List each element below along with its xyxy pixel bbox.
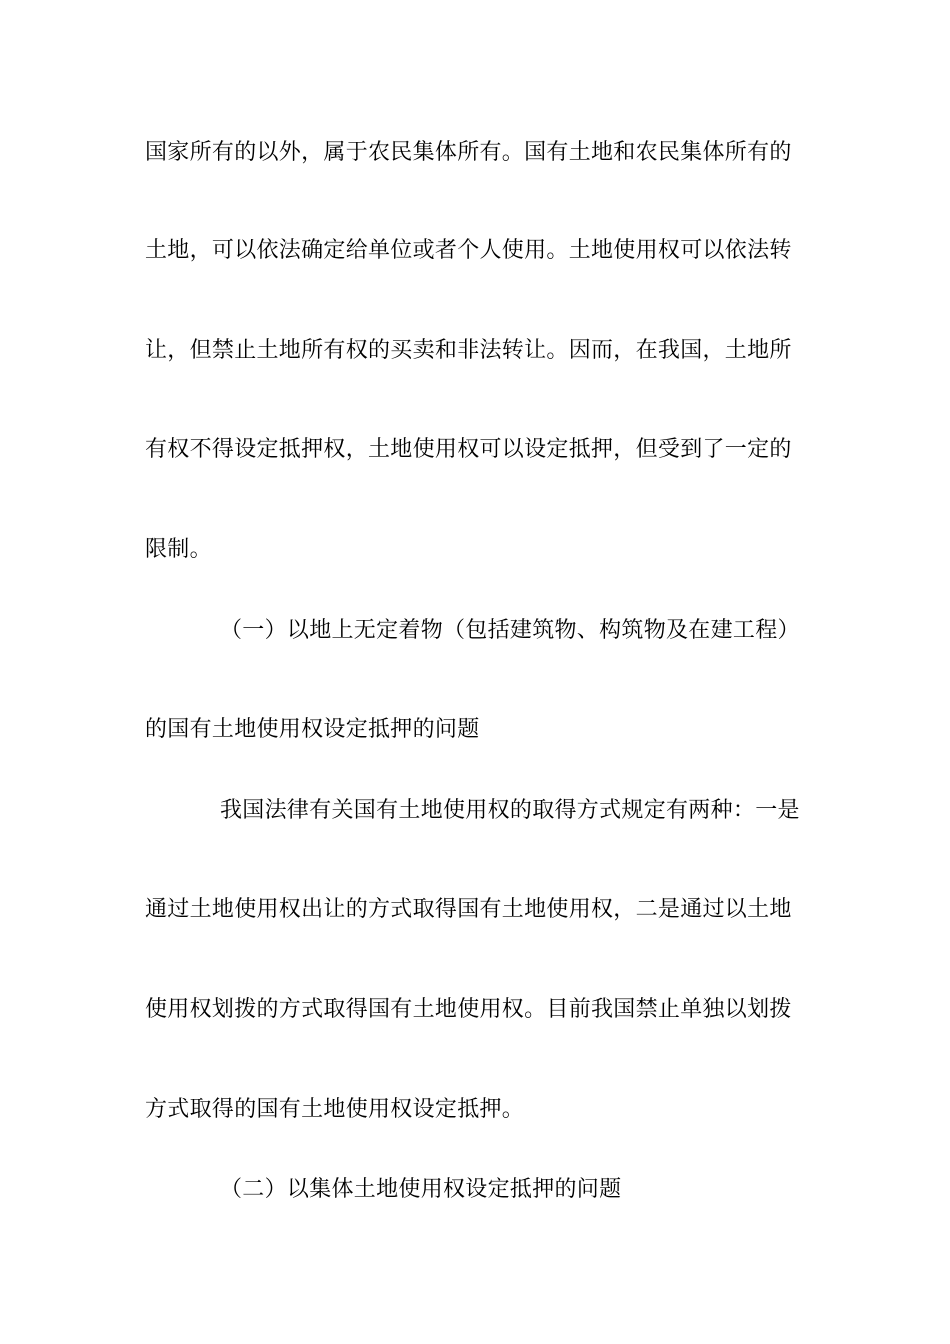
section-heading-2: （二）以集体土地使用权设定抵押的问题 bbox=[220, 1177, 622, 1202]
section-heading-1: （一）以地上无定着物（包括建筑物、构筑物及在建工程） bbox=[220, 618, 800, 643]
paragraph-line: 通过土地使用权出让的方式取得国有土地使用权，二是通过以土地 bbox=[145, 897, 792, 922]
paragraph-line: 限制。 bbox=[145, 537, 212, 562]
paragraph-line: 让，但禁止土地所有权的买卖和非法转让。因而，在我国，土地所 bbox=[145, 338, 792, 363]
paragraph-line: 使用权划拨的方式取得国有土地使用权。目前我国禁止单独以划拨 bbox=[145, 997, 792, 1022]
paragraph-line: 我国法律有关国有土地使用权的取得方式规定有两种：一是 bbox=[220, 798, 800, 823]
section-heading-1-cont: 的国有土地使用权设定抵押的问题 bbox=[145, 717, 480, 742]
paragraph-line: 方式取得的国有土地使用权设定抵押。 bbox=[145, 1097, 525, 1122]
paragraph-line: 国家所有的以外，属于农民集体所有。国有土地和农民集体所有的 bbox=[145, 140, 792, 165]
paragraph-line: 有权不得设定抵押权，土地使用权可以设定抵押，但受到了一定的 bbox=[145, 437, 792, 462]
paragraph-line: 土地，可以依法确定给单位或者个人使用。土地使用权可以依法转 bbox=[145, 238, 792, 263]
